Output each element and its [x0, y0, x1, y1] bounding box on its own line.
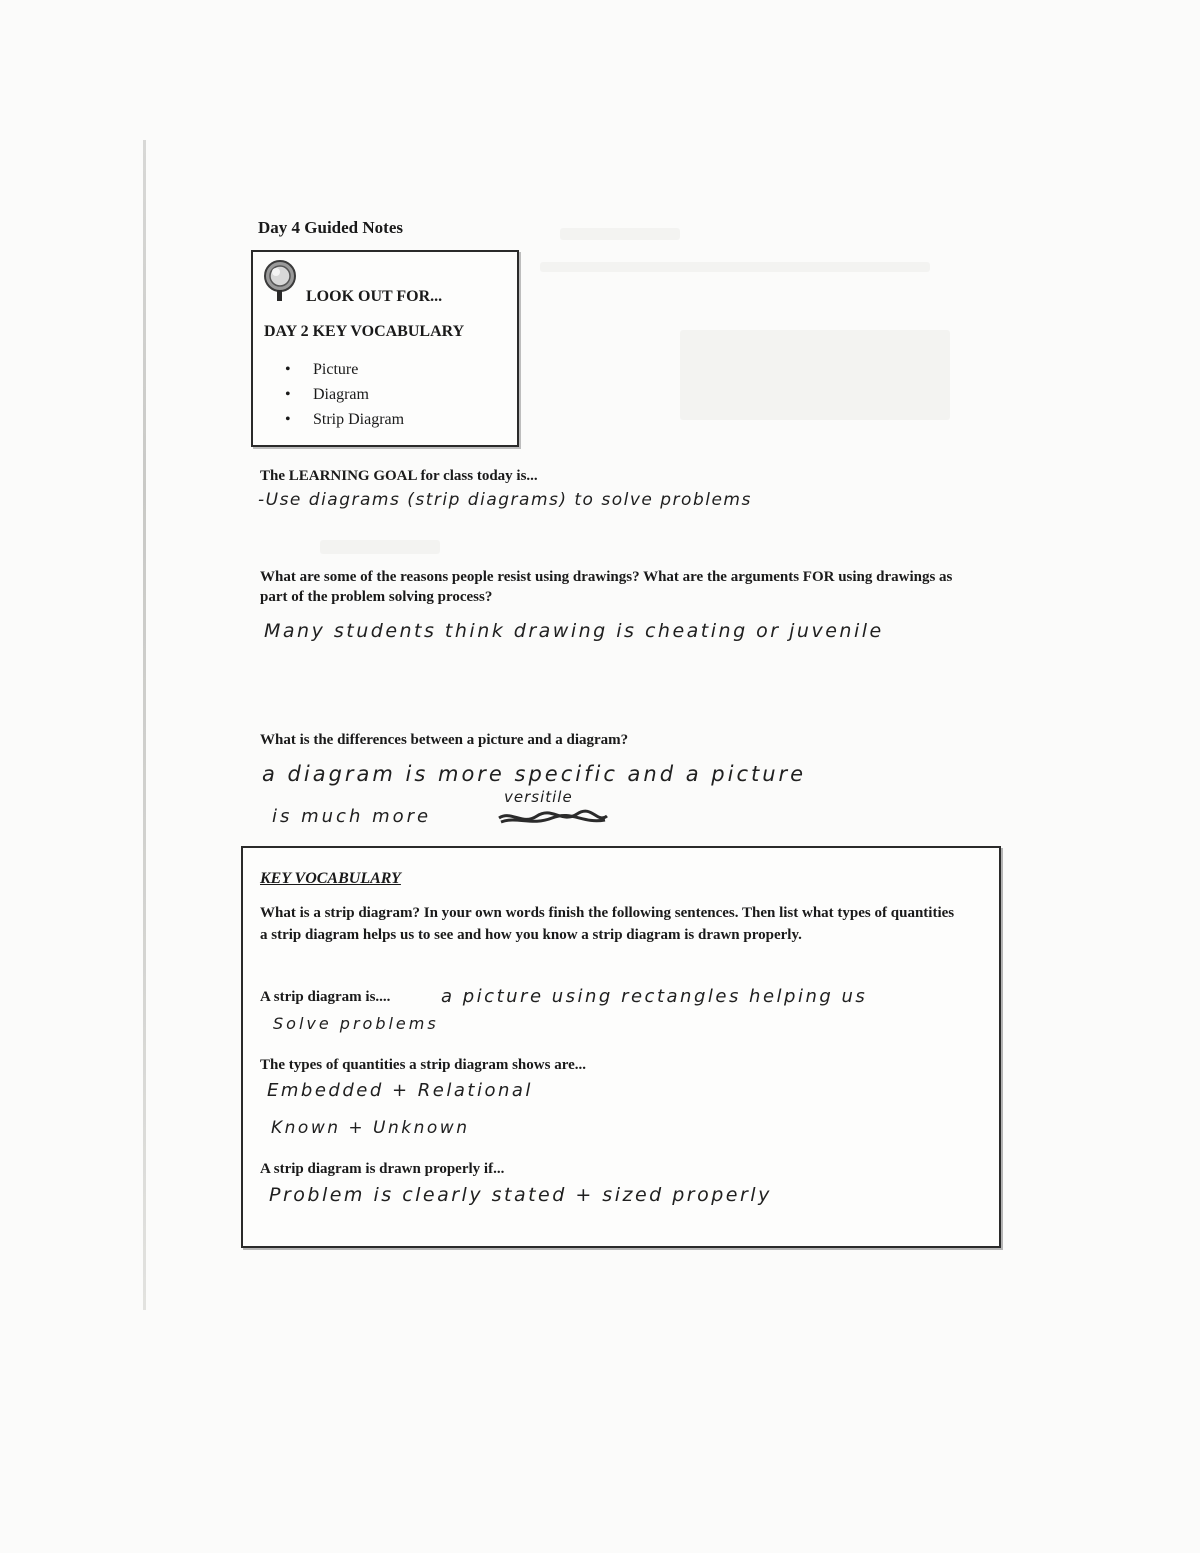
key-vocabulary-instructions: What is a strip diagram? In your own words finish the following sentences. Then list what types of quantities a strip diagram helps us to see and how you know a strip diagram is drawn properly.: [260, 905, 955, 943]
learning-goal-answer: -Use diagrams (strip diagrams) to solve problems: [258, 490, 752, 510]
list-item: • Diagram: [283, 382, 404, 407]
magnifier-icon: [260, 258, 304, 302]
difference-answer-line2: is much more: [272, 806, 432, 827]
list-item: • Strip Diagram: [283, 407, 404, 432]
bleed-through-block: [680, 330, 950, 420]
drawn-properly-prompt: A strip diagram is drawn properly if...: [260, 1161, 505, 1177]
look-out-box: [251, 250, 519, 447]
scribbled-out-word: [497, 808, 609, 828]
difference-question-prompt: What is the differences between a picture and a diagram?: [260, 732, 629, 748]
page-edge: [143, 140, 146, 1310]
look-out-heading: LOOK OUT FOR...: [306, 288, 443, 305]
quantities-answer-line2: Known + Unknown: [271, 1118, 470, 1138]
strip-diagram-prompt: A strip diagram is....: [260, 989, 391, 1005]
strip-diagram-answer-line1: a picture using rectangles helping us: [441, 986, 868, 1007]
difference-answer-line1: a diagram is more specific and a picture: [262, 762, 807, 786]
key-vocabulary-box: [241, 846, 1001, 1248]
vocab-heading: DAY 2 KEY VOCABULARY: [264, 323, 465, 340]
quantities-prompt: The types of quantities a strip diagram shows are...: [260, 1057, 586, 1073]
key-vocabulary-title: KEY VOCABULARY: [260, 870, 401, 887]
strip-diagram-answer-line2: Solve problems: [273, 1014, 439, 1033]
list-item: • Picture: [283, 357, 404, 382]
vocab-list: [283, 357, 404, 432]
drawn-properly-answer: Problem is clearly stated + sized properly: [269, 1184, 772, 1206]
drawings-question-prompt: What are some of the reasons people resist using drawings? What are the arguments FOR using drawings as part of the problem solving process?: [260, 569, 953, 605]
drawings-question-answer: Many students think drawing is cheating or juvenile: [264, 620, 884, 642]
page-title: Day 4 Guided Notes: [258, 218, 403, 237]
quantities-answer-line1: Embedded + Relational: [267, 1080, 533, 1101]
correction-word: versitile: [504, 788, 573, 806]
bleed-through-block: [320, 540, 440, 554]
learning-goal-prompt: The LEARNING GOAL for class today is...: [260, 468, 538, 484]
bleed-through-block: [560, 228, 680, 240]
bleed-through-block: [540, 262, 930, 272]
